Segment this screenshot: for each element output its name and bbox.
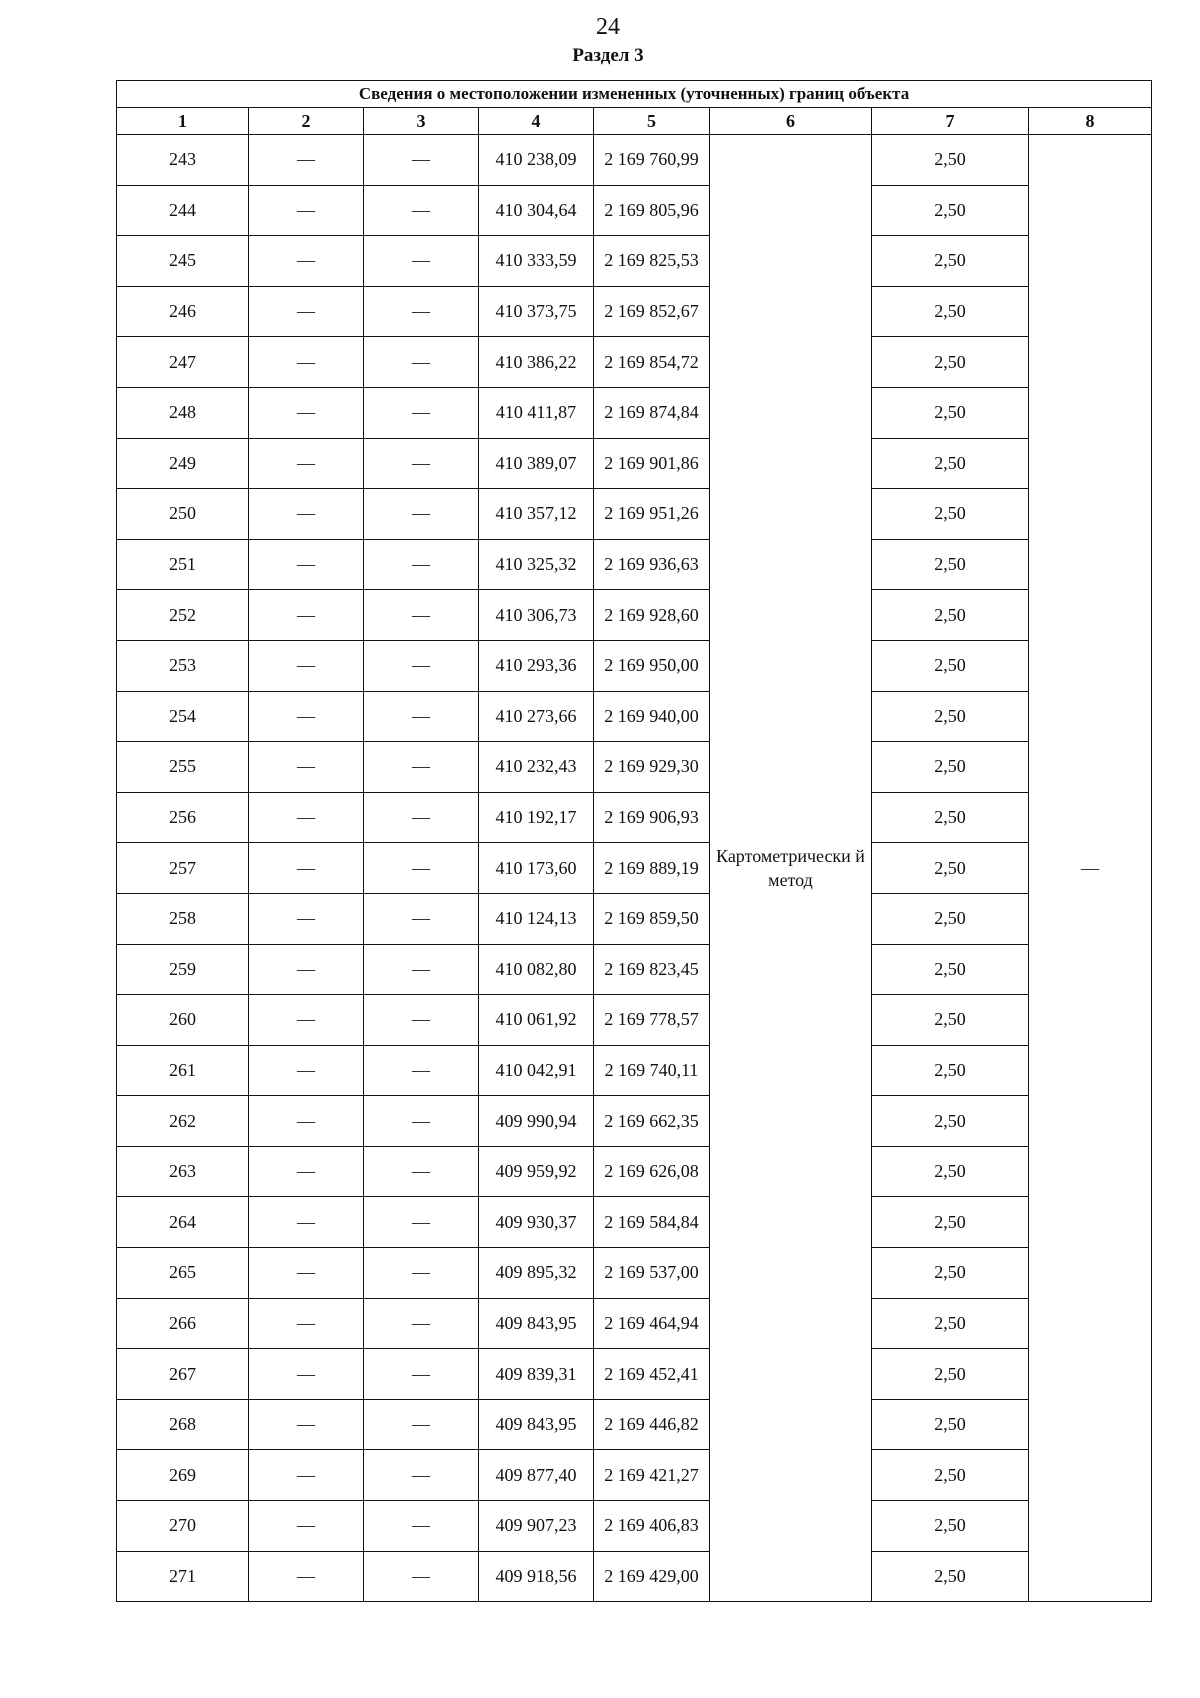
col3-cell: —: [364, 843, 479, 894]
point-number-cell: 271: [117, 1551, 249, 1602]
accuracy-cell: 2,50: [872, 843, 1029, 894]
accuracy-cell: 2,50: [872, 1450, 1029, 1501]
coord-x-cell: 410 232,43: [479, 742, 594, 793]
coord-x-cell: 410 389,07: [479, 438, 594, 489]
col8-cell: —: [1029, 135, 1152, 1602]
table-row: [117, 792, 1152, 843]
coord-y-cell: 2 169 940,00: [594, 691, 710, 742]
coord-y-cell: 2 169 854,72: [594, 337, 710, 388]
col2-cell: —: [249, 1551, 364, 1602]
table-row: [117, 1450, 1152, 1501]
point-number-cell: 253: [117, 640, 249, 691]
coord-x-cell: 410 173,60: [479, 843, 594, 894]
point-number-cell: 243: [117, 135, 249, 186]
col2-cell: —: [249, 185, 364, 236]
coord-y-cell: 2 169 760,99: [594, 135, 710, 186]
point-number-cell: 245: [117, 236, 249, 287]
coord-y-cell: 2 169 823,45: [594, 944, 710, 995]
col2-cell: —: [249, 135, 364, 186]
coord-y-cell: 2 169 928,60: [594, 590, 710, 641]
coord-y-cell: 2 169 778,57: [594, 995, 710, 1046]
col2-cell: —: [249, 1045, 364, 1096]
point-number-cell: 256: [117, 792, 249, 843]
column-header: 4: [479, 108, 594, 135]
col3-cell: —: [364, 236, 479, 287]
col2-cell: —: [249, 893, 364, 944]
accuracy-cell: 2,50: [872, 691, 1029, 742]
coord-x-cell: 410 238,09: [479, 135, 594, 186]
coord-x-cell: 410 306,73: [479, 590, 594, 641]
col2-cell: —: [249, 742, 364, 793]
point-number-cell: 270: [117, 1501, 249, 1552]
coord-x-cell: 409 843,95: [479, 1298, 594, 1349]
column-header-row: [117, 108, 1152, 135]
accuracy-cell: 2,50: [872, 893, 1029, 944]
table-row: [117, 843, 1152, 894]
table-row: [117, 438, 1152, 489]
table-row: [117, 995, 1152, 1046]
table-row: [117, 1197, 1152, 1248]
table-row: [117, 1248, 1152, 1299]
point-number-cell: 258: [117, 893, 249, 944]
coord-x-cell: 410 061,92: [479, 995, 594, 1046]
table-row: [117, 691, 1152, 742]
coord-x-cell: 410 333,59: [479, 236, 594, 287]
accuracy-cell: 2,50: [872, 742, 1029, 793]
coord-y-cell: 2 169 429,00: [594, 1551, 710, 1602]
point-number-cell: 250: [117, 489, 249, 540]
table-row: [117, 1298, 1152, 1349]
coord-y-cell: 2 169 874,84: [594, 387, 710, 438]
accuracy-cell: 2,50: [872, 995, 1029, 1046]
point-number-cell: 248: [117, 387, 249, 438]
point-number-cell: 262: [117, 1096, 249, 1147]
col2-cell: —: [249, 1248, 364, 1299]
coord-x-cell: 410 293,36: [479, 640, 594, 691]
coord-x-cell: 410 042,91: [479, 1045, 594, 1096]
coord-y-cell: 2 169 464,94: [594, 1298, 710, 1349]
accuracy-cell: 2,50: [872, 1298, 1029, 1349]
column-header: 2: [249, 108, 364, 135]
coord-y-cell: 2 169 825,53: [594, 236, 710, 287]
coord-y-cell: 2 169 626,08: [594, 1146, 710, 1197]
accuracy-cell: 2,50: [872, 185, 1029, 236]
col2-cell: —: [249, 539, 364, 590]
col3-cell: —: [364, 539, 479, 590]
col2-cell: —: [249, 995, 364, 1046]
accuracy-cell: 2,50: [872, 640, 1029, 691]
col2-cell: —: [249, 843, 364, 894]
coord-x-cell: 410 273,66: [479, 691, 594, 742]
accuracy-cell: 2,50: [872, 489, 1029, 540]
accuracy-cell: 2,50: [872, 387, 1029, 438]
col2-cell: —: [249, 1298, 364, 1349]
accuracy-cell: 2,50: [872, 337, 1029, 388]
accuracy-cell: 2,50: [872, 1349, 1029, 1400]
coord-y-cell: 2 169 584,84: [594, 1197, 710, 1248]
point-number-cell: 260: [117, 995, 249, 1046]
col3-cell: —: [364, 1501, 479, 1552]
col3-cell: —: [364, 691, 479, 742]
table-row: [117, 1551, 1152, 1602]
col3-cell: —: [364, 640, 479, 691]
point-number-cell: 251: [117, 539, 249, 590]
coord-y-cell: 2 169 951,26: [594, 489, 710, 540]
coord-y-cell: 2 169 889,19: [594, 843, 710, 894]
col3-cell: —: [364, 1248, 479, 1299]
boundary-table: [116, 80, 1152, 1602]
point-number-cell: 255: [117, 742, 249, 793]
coord-y-cell: 2 169 906,93: [594, 792, 710, 843]
table-row: [117, 135, 1152, 186]
coord-x-cell: 410 304,64: [479, 185, 594, 236]
accuracy-cell: 2,50: [872, 1501, 1029, 1552]
coord-x-cell: 410 386,22: [479, 337, 594, 388]
section-title: Раздел 3: [572, 45, 644, 66]
coord-y-cell: 2 169 859,50: [594, 893, 710, 944]
point-number-cell: 249: [117, 438, 249, 489]
col3-cell: —: [364, 489, 479, 540]
coord-x-cell: 409 843,95: [479, 1399, 594, 1450]
coord-x-cell: 409 839,31: [479, 1349, 594, 1400]
table-body: [117, 135, 1152, 1602]
table-row: [117, 944, 1152, 995]
col2-cell: —: [249, 286, 364, 337]
col2-cell: —: [249, 1096, 364, 1147]
col2-cell: —: [249, 944, 364, 995]
col2-cell: —: [249, 792, 364, 843]
table-row: [117, 1146, 1152, 1197]
col2-cell: —: [249, 590, 364, 641]
point-number-cell: 257: [117, 843, 249, 894]
coord-y-cell: 2 169 901,86: [594, 438, 710, 489]
table-row: [117, 387, 1152, 438]
col3-cell: —: [364, 1551, 479, 1602]
coord-x-cell: 409 918,56: [479, 1551, 594, 1602]
col2-cell: —: [249, 1399, 364, 1450]
col3-cell: —: [364, 792, 479, 843]
accuracy-cell: 2,50: [872, 944, 1029, 995]
coord-x-cell: 409 907,23: [479, 1501, 594, 1552]
coord-x-cell: 409 877,40: [479, 1450, 594, 1501]
table-row: [117, 489, 1152, 540]
point-number-cell: 264: [117, 1197, 249, 1248]
coord-y-cell: 2 169 406,83: [594, 1501, 710, 1552]
table-row: [117, 286, 1152, 337]
col3-cell: —: [364, 893, 479, 944]
table-row: [117, 1045, 1152, 1096]
coord-x-cell: 409 990,94: [479, 1096, 594, 1147]
col2-cell: —: [249, 337, 364, 388]
accuracy-cell: 2,50: [872, 135, 1029, 186]
accuracy-cell: 2,50: [872, 1045, 1029, 1096]
col3-cell: —: [364, 742, 479, 793]
point-number-cell: 269: [117, 1450, 249, 1501]
coord-y-cell: 2 169 929,30: [594, 742, 710, 793]
point-number-cell: 265: [117, 1248, 249, 1299]
coord-x-cell: 410 192,17: [479, 792, 594, 843]
point-number-cell: 266: [117, 1298, 249, 1349]
point-number-cell: 247: [117, 337, 249, 388]
coord-x-cell: 410 373,75: [479, 286, 594, 337]
point-number-cell: 254: [117, 691, 249, 742]
column-header: 5: [594, 108, 710, 135]
point-number-cell: 244: [117, 185, 249, 236]
col3-cell: —: [364, 185, 479, 236]
column-header: 3: [364, 108, 479, 135]
coord-y-cell: 2 169 805,96: [594, 185, 710, 236]
point-number-cell: 263: [117, 1146, 249, 1197]
col3-cell: —: [364, 1096, 479, 1147]
table-row: [117, 337, 1152, 388]
accuracy-cell: 2,50: [872, 236, 1029, 287]
accuracy-cell: 2,50: [872, 1399, 1029, 1450]
table-row: [117, 640, 1152, 691]
coord-x-cell: 410 124,13: [479, 893, 594, 944]
col3-cell: —: [364, 438, 479, 489]
coord-y-cell: 2 169 452,41: [594, 1349, 710, 1400]
coord-y-cell: 2 169 740,11: [594, 1045, 710, 1096]
accuracy-cell: 2,50: [872, 792, 1029, 843]
accuracy-cell: 2,50: [872, 1146, 1029, 1197]
coord-y-cell: 2 169 446,82: [594, 1399, 710, 1450]
col2-cell: —: [249, 236, 364, 287]
col2-cell: —: [249, 438, 364, 489]
col3-cell: —: [364, 1399, 479, 1450]
column-header: 7: [872, 108, 1029, 135]
accuracy-cell: 2,50: [872, 590, 1029, 641]
table-row: [117, 1399, 1152, 1450]
coord-y-cell: 2 169 662,35: [594, 1096, 710, 1147]
col3-cell: —: [364, 1450, 479, 1501]
coord-x-cell: 409 895,32: [479, 1248, 594, 1299]
accuracy-cell: 2,50: [872, 1197, 1029, 1248]
coord-y-cell: 2 169 950,00: [594, 640, 710, 691]
table-row: [117, 539, 1152, 590]
coord-y-cell: 2 169 421,27: [594, 1450, 710, 1501]
col2-cell: —: [249, 1197, 364, 1248]
accuracy-cell: 2,50: [872, 1551, 1029, 1602]
col3-cell: —: [364, 944, 479, 995]
accuracy-cell: 2,50: [872, 286, 1029, 337]
col3-cell: —: [364, 1349, 479, 1400]
col2-cell: —: [249, 691, 364, 742]
coord-x-cell: 410 325,32: [479, 539, 594, 590]
coord-x-cell: 409 959,92: [479, 1146, 594, 1197]
col2-cell: —: [249, 489, 364, 540]
coord-y-cell: 2 169 537,00: [594, 1248, 710, 1299]
point-number-cell: 268: [117, 1399, 249, 1450]
page-number: 24: [596, 14, 620, 40]
coord-x-cell: 410 411,87: [479, 387, 594, 438]
coord-x-cell: 410 357,12: [479, 489, 594, 540]
point-number-cell: 261: [117, 1045, 249, 1096]
col2-cell: —: [249, 387, 364, 438]
col3-cell: —: [364, 590, 479, 641]
point-number-cell: 259: [117, 944, 249, 995]
col3-cell: —: [364, 1298, 479, 1349]
col2-cell: —: [249, 1349, 364, 1400]
point-number-cell: 267: [117, 1349, 249, 1400]
col3-cell: —: [364, 1197, 479, 1248]
table-row: [117, 590, 1152, 641]
col3-cell: —: [364, 1146, 479, 1197]
col3-cell: —: [364, 1045, 479, 1096]
col2-cell: —: [249, 1450, 364, 1501]
accuracy-cell: 2,50: [872, 1096, 1029, 1147]
table-row: [117, 742, 1152, 793]
table-row: [117, 893, 1152, 944]
coord-y-cell: 2 169 936,63: [594, 539, 710, 590]
col3-cell: —: [364, 387, 479, 438]
accuracy-cell: 2,50: [872, 1248, 1029, 1299]
column-header: 6: [710, 108, 872, 135]
table-title: Сведения о местоположении измененных (уточненных) границ объекта: [117, 81, 1152, 108]
column-header: 8: [1029, 108, 1152, 135]
coord-y-cell: 2 169 852,67: [594, 286, 710, 337]
col2-cell: —: [249, 640, 364, 691]
coord-x-cell: 409 930,37: [479, 1197, 594, 1248]
col3-cell: —: [364, 995, 479, 1046]
method-cell: Картометрически й метод: [710, 135, 872, 1602]
table-row: [117, 1501, 1152, 1552]
column-header: 1: [117, 108, 249, 135]
point-number-cell: 246: [117, 286, 249, 337]
col3-cell: —: [364, 337, 479, 388]
table-row: [117, 1096, 1152, 1147]
point-number-cell: 252: [117, 590, 249, 641]
coord-x-cell: 410 082,80: [479, 944, 594, 995]
col3-cell: —: [364, 135, 479, 186]
table-row: [117, 185, 1152, 236]
col3-cell: —: [364, 286, 479, 337]
accuracy-cell: 2,50: [872, 539, 1029, 590]
table-row: [117, 1349, 1152, 1400]
table-row: [117, 236, 1152, 287]
accuracy-cell: 2,50: [872, 438, 1029, 489]
col2-cell: —: [249, 1146, 364, 1197]
col2-cell: —: [249, 1501, 364, 1552]
